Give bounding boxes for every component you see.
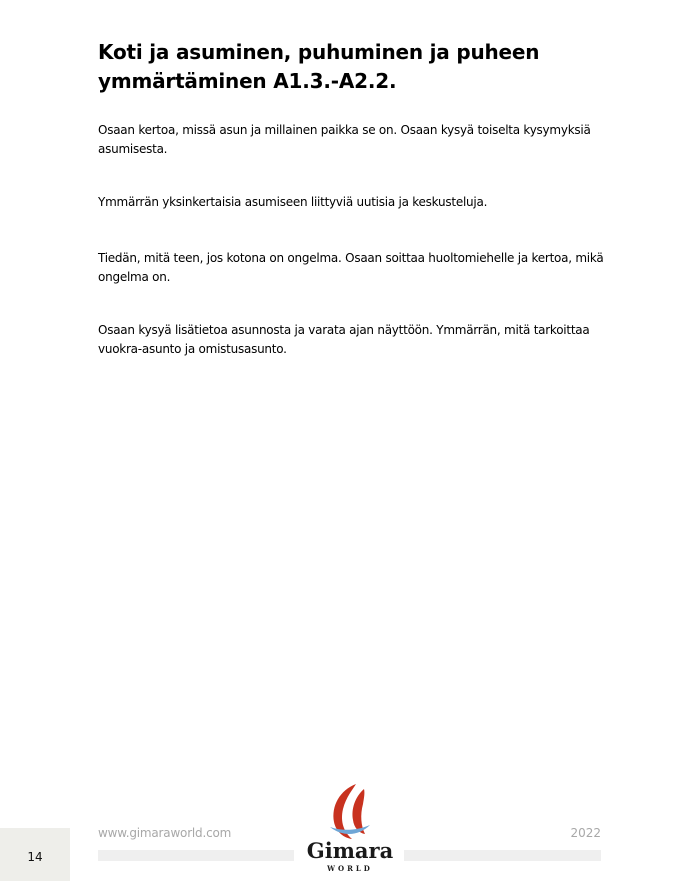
footer-divider-left <box>98 850 294 861</box>
paragraph-housing-news: Ymmärrän yksinkertaisia asumiseen liittyviä uutisia ja keskusteluja. <box>98 195 488 209</box>
logo-name: Gimara <box>306 838 394 863</box>
logo-subtitle: WORLD <box>327 864 373 873</box>
page-number: 14 <box>27 850 43 864</box>
paragraph-home-problem: Tiedän, mitä teen, jos kotona on ongelma. Osaan soittaa huoltomiehelle ja kertoa, mikä ongelma on. <box>98 251 604 284</box>
footer-website: www.gimaraworld.com <box>98 826 232 840</box>
gimara-swoosh-logo-icon <box>322 782 378 844</box>
footer-divider-right <box>404 850 601 861</box>
page-title: Koti ja asuminen, puhuminen ja puheen ymmärtäminen A1.3.-A2.2. <box>98 40 540 93</box>
paragraph-apartment-info: Osaan kysyä lisätietoa asunnosta ja varata ajan näyttöön. Ymmärrän, mitä tarkoittaa vuokra-asunto ja omistusasunto. <box>98 323 590 356</box>
footer-year: 2022 <box>570 826 601 840</box>
paragraph-living-location: Osaan kertoa, missä asun ja millainen paikka se on. Osaan kysyä toiselta kysymyksiä asumisesta. <box>98 123 591 156</box>
page-number-box <box>0 828 70 881</box>
gimara-world-logo <box>300 782 400 876</box>
